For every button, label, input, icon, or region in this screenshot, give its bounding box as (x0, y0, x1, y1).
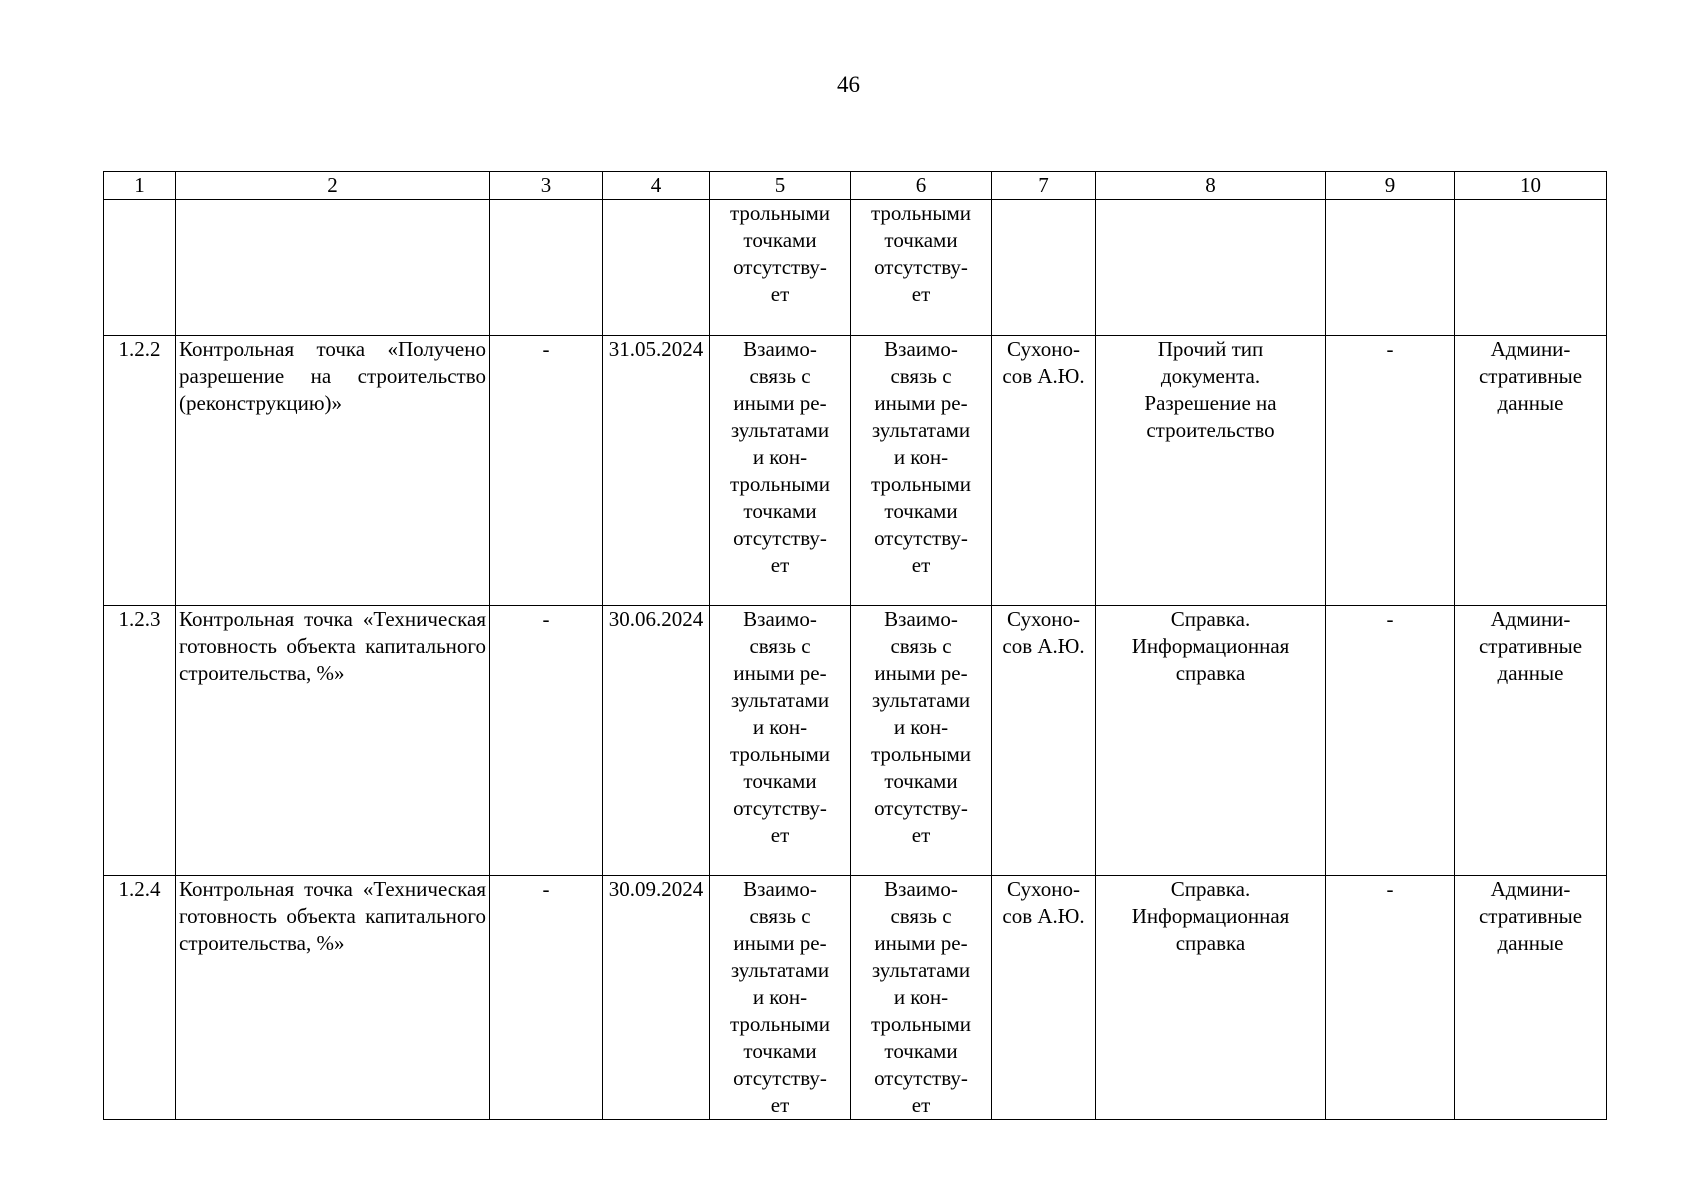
relation-cell: Взаимо- связь с иными ре- зультатами и кон- трольными точками отсутству- ет (710, 336, 851, 606)
table-cell: - (1326, 876, 1455, 1120)
page-number: 46 (837, 72, 860, 97)
column-number-cell: 10 (1455, 172, 1607, 200)
column-number-cell: 5 (710, 172, 851, 200)
relation-cell: Взаимо- связь с иными ре- зультатами и кон- трольными точками отсутству- ет (851, 336, 992, 606)
table-cell (490, 200, 603, 336)
table-cell (603, 200, 710, 336)
row-number: 1.2.4 (104, 876, 176, 1120)
control-point-name: Контрольная точка «Техническая готовность объекта капитального строительства, %» (176, 606, 490, 876)
column-number-cell: 6 (851, 172, 992, 200)
column-number-cell: 4 (603, 172, 710, 200)
table-cell: - (490, 336, 603, 606)
document-type: Прочий тип документа. Разрешение на строительство (1096, 336, 1326, 606)
document-type: Справка. Информационная справка (1096, 876, 1326, 1120)
column-number-row (104, 172, 1607, 200)
column-number-cell: 7 (992, 172, 1096, 200)
table-cell (1096, 200, 1326, 336)
column-number-cell: 2 (176, 172, 490, 200)
column-number-cell: 1 (104, 172, 176, 200)
relation-cell: Взаимо- связь с иными ре- зультатами и кон- трольными точками отсутству- ет (851, 606, 992, 876)
table-cell: - (1326, 606, 1455, 876)
control-point-name: Контрольная точка «Получено разрешение на строительство (реконструкцию)» (176, 336, 490, 606)
relation-cell: трольными точками отсутству- ет (710, 200, 851, 336)
table-row (104, 876, 1607, 1120)
table-cell (992, 200, 1096, 336)
table-cell (104, 200, 176, 336)
table-cell (176, 200, 490, 336)
row-number: 1.2.3 (104, 606, 176, 876)
responsible-person: Сухоно- сов А.Ю. (992, 876, 1096, 1120)
row-number: 1.2.2 (104, 336, 176, 606)
control-points-table (103, 171, 1607, 1120)
responsible-person: Сухоно- сов А.Ю. (992, 606, 1096, 876)
table-row (104, 606, 1607, 876)
document-type: Справка. Информационная справка (1096, 606, 1326, 876)
relation-cell: Взаимо- связь с иными ре- зультатами и кон- трольными точками отсутству- ет (710, 606, 851, 876)
table-row (104, 336, 1607, 606)
data-source: Админи- стративные данные (1455, 876, 1607, 1120)
data-source: Админи- стративные данные (1455, 606, 1607, 876)
continuation-row (104, 200, 1607, 336)
column-number-cell: 3 (490, 172, 603, 200)
relation-cell: трольными точками отсутству- ет (851, 200, 992, 336)
table-cell: - (1326, 336, 1455, 606)
data-source: Админи- стративные данные (1455, 336, 1607, 606)
column-number-cell: 9 (1326, 172, 1455, 200)
due-date: 30.06.2024 (603, 606, 710, 876)
responsible-person: Сухоно- сов А.Ю. (992, 336, 1096, 606)
table-cell: - (490, 876, 603, 1120)
control-point-name: Контрольная точка «Техническая готовность объекта капитального строительства, %» (176, 876, 490, 1120)
table-cell: - (490, 606, 603, 876)
relation-cell: Взаимо- связь с иными ре- зультатами и кон- трольными точками отсутству- ет (851, 876, 992, 1120)
table-cell (1326, 200, 1455, 336)
due-date: 31.05.2024 (603, 336, 710, 606)
table-cell (1455, 200, 1607, 336)
relation-cell: Взаимо- связь с иными ре- зультатами и кон- трольными точками отсутству- ет (710, 876, 851, 1120)
column-number-cell: 8 (1096, 172, 1326, 200)
due-date: 30.09.2024 (603, 876, 710, 1120)
